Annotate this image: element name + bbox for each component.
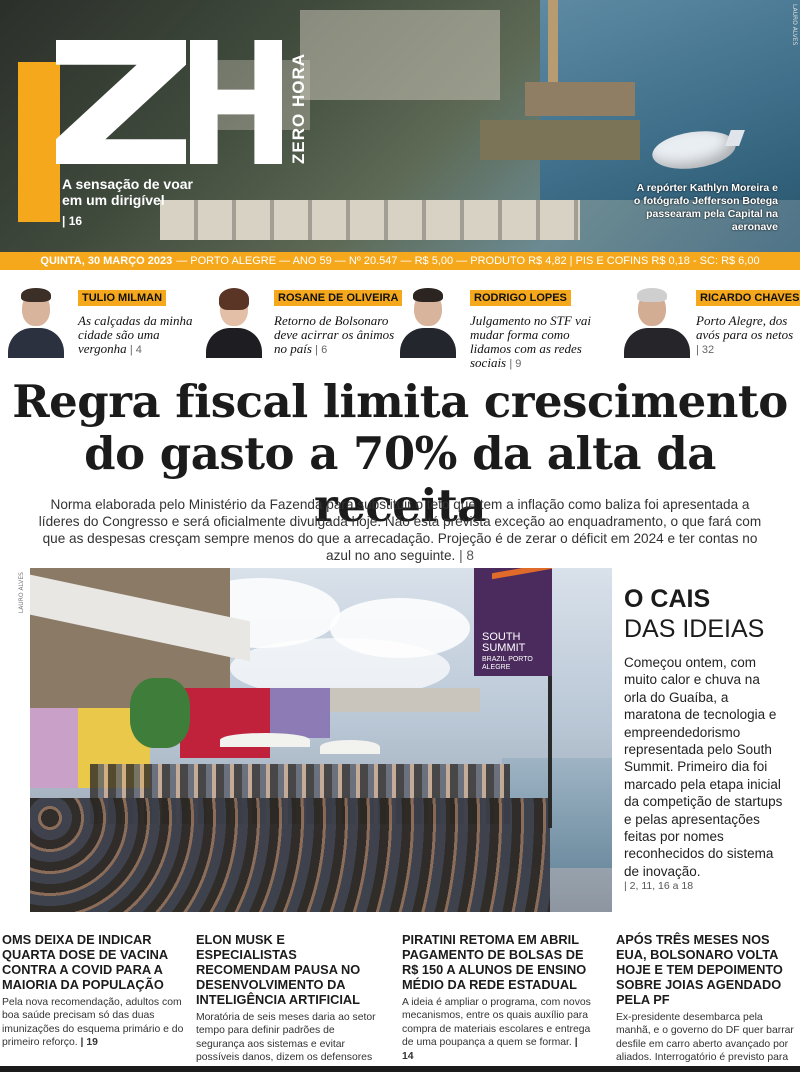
columnist-name: RODRIGO LOPES <box>470 290 571 306</box>
columnist-photo <box>622 286 692 358</box>
side-story-page-ref: | 2, 11, 16 a 18 <box>624 880 694 892</box>
side-story-title[interactable]: O CAIS DAS IDEIAS <box>624 585 765 643</box>
south-summit-photo[interactable] <box>30 568 612 912</box>
side-story-body: Começou ontem, com muito calor e chuva na orla do Guaíba, a maratona de tecnologia e empreendedorismo representada pelo South Summit. Primeiro dia foi marcado pela etapa inicial da competição de startups e pelas apresentações feitas por nomes reconhecidos do sistema de inovação. <box>624 655 783 879</box>
columnist-tulio-milman[interactable] <box>0 282 200 362</box>
logo-letter-h <box>190 40 282 164</box>
cais-warehouses <box>160 200 580 240</box>
brand-name: ZERO HORA <box>289 53 308 164</box>
teaser-page-ref: | 16 <box>62 214 83 228</box>
warehouse-row <box>330 688 480 712</box>
lead-deck: Norma elaborada pelo Ministério da Fazenda para substituir o teto que tem a inflação como baliza foi apresentada a líderes do Congresso e será oficialmente divulgada hoje. Não está prevista exceção ao enquadramento, o que fará com que as despesas cresçam sempre menos do que a arrecadação. Projeção é de zerar o déficit em 2024 e ter contas no azul no ano seguinte. | 8 <box>38 497 762 563</box>
lead-page-ref: | 8 <box>459 548 474 563</box>
columnist-name: ROSANE DE OLIVEIRA <box>274 290 402 306</box>
chimney <box>548 0 558 90</box>
city-buildings <box>300 10 500 100</box>
brief-title: ELON MUSK E ESPECIALISTAS RECOMENDAM PAUSA NO DESENVOLVIMENTO DA INTELIGÊNCIA ARTIFICIAL <box>196 932 361 1007</box>
edition-details: — PORTO ALEGRE — ANO 59 — Nº 20.547 — R$ 5,00 — PRODUTO R$ 4,82 | PIS E COFINS R$ 0,18 - SC: R$ 6,00 <box>176 255 760 267</box>
brief-body: Moratória de seis meses daria ao setor tempo para definir padrões de segurança aos sistemas e evitar possíveis danos, dizem os defensores <box>196 1012 376 1064</box>
umbrella <box>320 740 380 754</box>
brief-oms-vacina[interactable] <box>2 932 188 1050</box>
columnist-rosane-de-oliveira[interactable] <box>200 282 399 362</box>
masthead-photo-caption: A repórter Kathlyn Moreira e o fotógrafo Jefferson Botega passearam pela Capital na aeronave <box>633 182 778 233</box>
logo-gold-bar <box>18 62 60 222</box>
edition-date: QUINTA, 30 MARÇO 2023 <box>40 255 173 267</box>
columnist-photo <box>398 286 458 358</box>
columnists-strip <box>0 282 800 370</box>
bottom-briefs <box>0 932 800 1062</box>
columnist-photo <box>204 286 264 358</box>
columnist-photo <box>6 286 66 358</box>
tree <box>130 678 190 748</box>
umbrella <box>220 733 310 747</box>
dateline-bar <box>0 252 800 270</box>
brief-piratini-bolsas[interactable] <box>402 932 592 1063</box>
columnist-teaser: Retorno de Bolsonaro deve acirrar os ânimos no país | 6 <box>274 313 395 356</box>
purple-container <box>270 688 330 738</box>
brief-elon-musk-ia[interactable] <box>196 932 386 1072</box>
brief-title: APÓS TRÊS MESES NOS EUA, BOLSONARO VOLTA HOJE E TEM DEPOIMENTO SOBRE JOIAS AGENDADO PELA PF <box>616 932 783 1007</box>
page-bottom-rule <box>0 1066 800 1072</box>
south-summit-banner: SOUTH SUMMIT BRAZIL PORTO ALEGRE <box>474 568 552 676</box>
brief-bolsonaro-joias[interactable] <box>616 932 798 1072</box>
teaser-airship[interactable]: A sensação de voar em um dirigível <box>62 176 193 208</box>
columnist-teaser: As calçadas da minha cidade são uma vergonha | 4 <box>78 313 193 356</box>
brief-body: A ideia é ampliar o programa, com novos mecanismos, entre os quais auxílio para compra de materiais escolares e entrega de uma poupança a quem se formar. | 14 <box>402 997 591 1062</box>
columnist-ricardo-chaves[interactable] <box>604 282 800 362</box>
shoreline <box>480 120 640 160</box>
columnist-teaser: Porto Alegre, dos avós para os netos | 32 <box>696 313 794 356</box>
columnist-teaser: Julgamento no STF vai mudar forma como lidamos com as redes sociais | 9 <box>470 313 591 370</box>
masthead-photo-credit: LAURO ALVES <box>791 4 798 46</box>
brief-title: PIRATINI RETOMA EM ABRIL PAGAMENTO DE BOLSAS DE R$ 150 A ALUNOS DE ENSINO MÉDIO DA REDE ESTADUAL <box>402 932 587 992</box>
columnist-name: TULIO MILMAN <box>78 290 166 306</box>
logo-letter-z <box>56 40 186 164</box>
brief-body: Pela nova recomendação, adultos com boa saúde precisam só das duas imunizações do esquema primário e do primeiro reforço. | 19 <box>2 997 184 1049</box>
red-container <box>180 688 270 758</box>
crowd-foreground <box>30 798 550 912</box>
power-plant-building <box>525 82 635 116</box>
masthead-photo <box>0 0 800 252</box>
lead-headline[interactable]: Regra fiscal limita crescimento do gasto a 70% da alta da receita <box>12 375 788 532</box>
brief-title: OMS DEIXA DE INDICAR QUARTA DOSE DE VACINA CONTRA A COVID PARA A MAIORIA DA POPULAÇÃO <box>2 932 168 992</box>
columnist-rodrigo-lopes[interactable] <box>396 282 604 370</box>
main-photo-credit: LAURO ALVES <box>18 572 25 614</box>
columnist-name: RICARDO CHAVES <box>696 290 800 306</box>
brief-body: Ex-presidente desembarca pela manhã, e o governo do DF quer barrar desfile em carro aberto avançado por aliados. Interrogatório é previsto para <box>616 1012 794 1064</box>
